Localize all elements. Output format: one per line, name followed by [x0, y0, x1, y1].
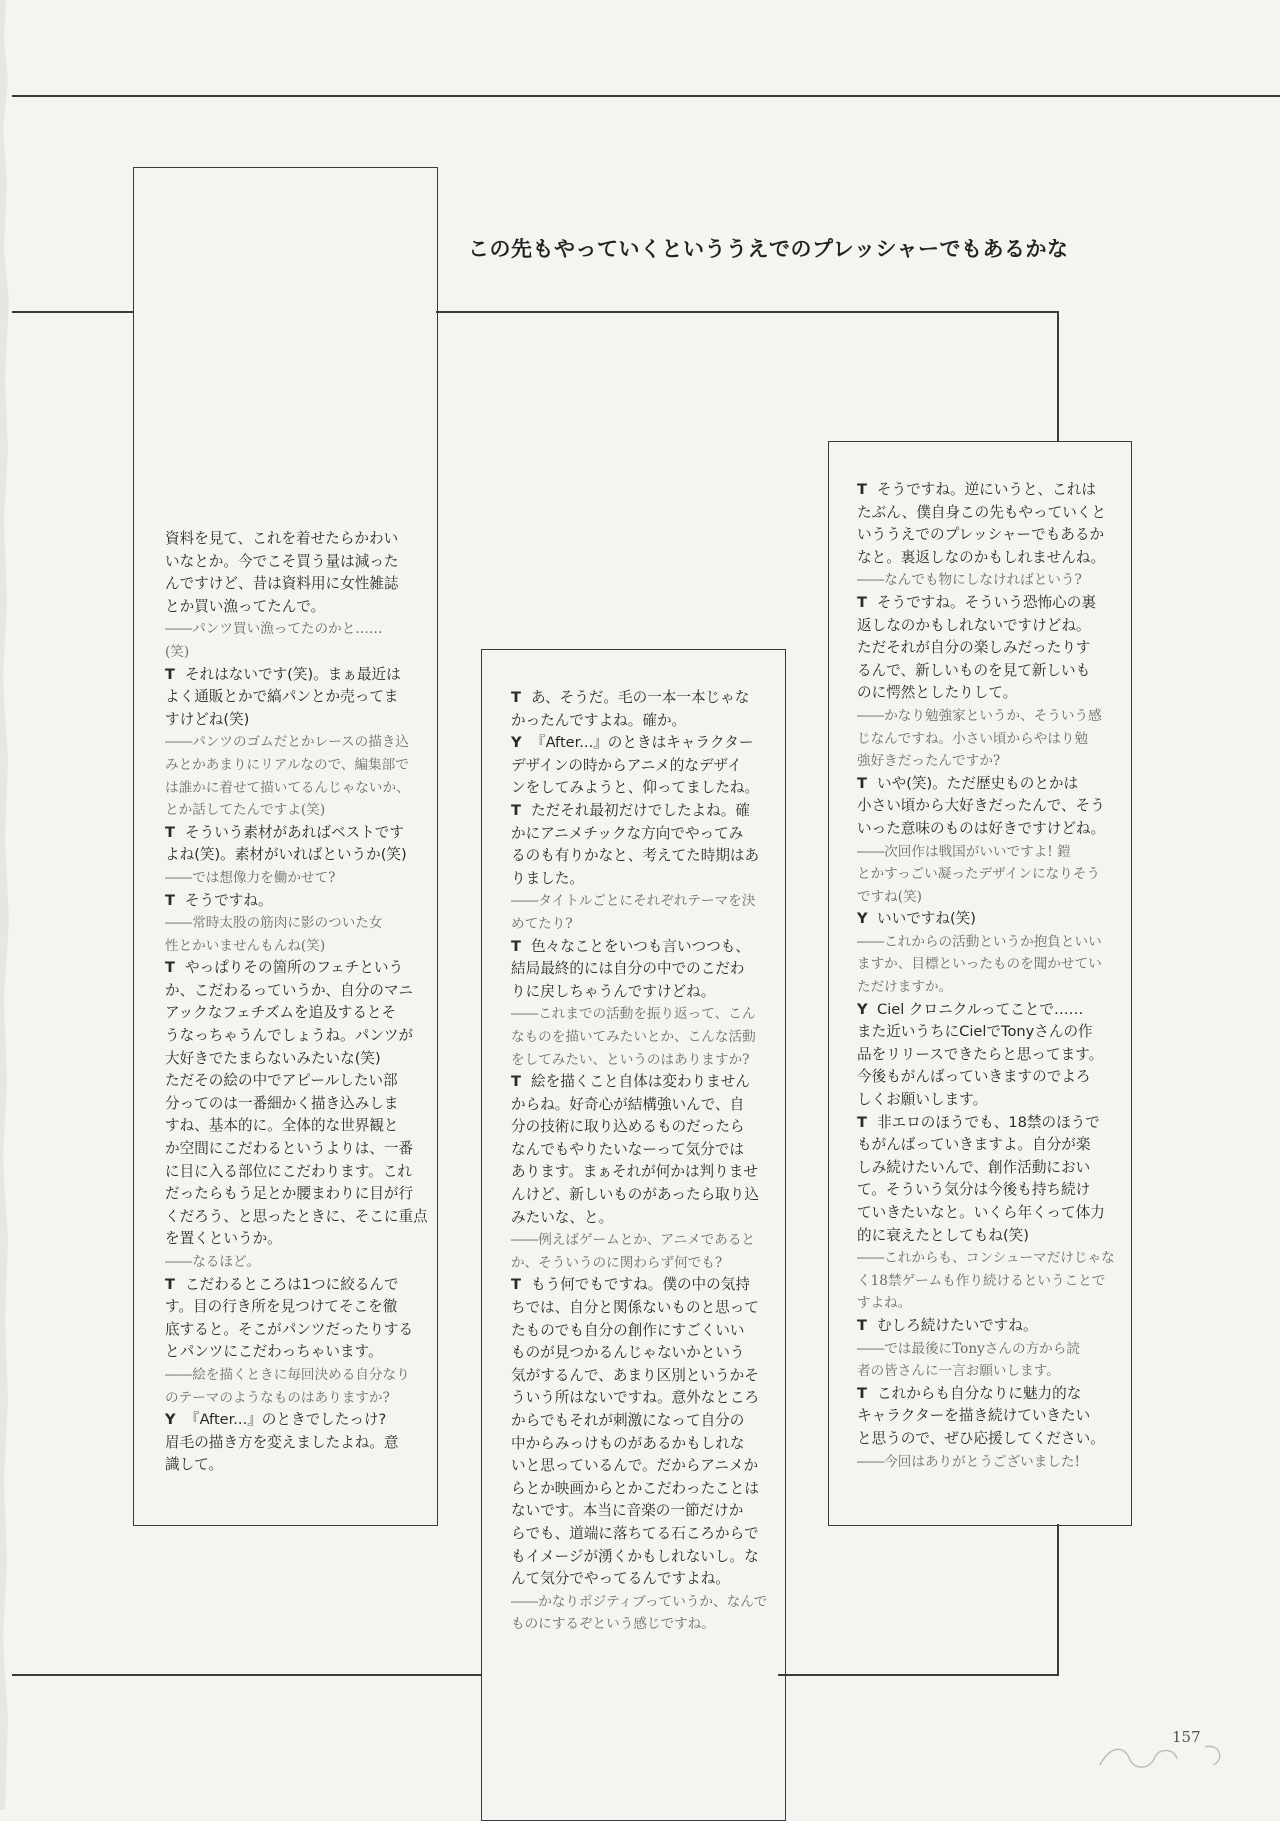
line-text: るんで、新しいものを見て新しいも [857, 661, 1091, 679]
line-text: は誰かに着せて描いてるんじゃないか、 [165, 779, 410, 796]
interviewer-line [857, 1451, 1119, 1474]
answer-line [511, 1184, 773, 1207]
interviewer-line [857, 1360, 1119, 1383]
line-text: からね。好奇心が結構強いんで、自 [511, 1095, 745, 1113]
line-text: のに愕然としたりして。 [857, 684, 1018, 702]
answer-line [165, 1206, 428, 1229]
interviewer-line [511, 890, 773, 913]
line-text: そうですね。そういう恐怖心の裏 [877, 593, 1096, 611]
answer-line [857, 795, 1119, 818]
interviewer-line [165, 912, 425, 935]
answer-line [857, 1405, 1119, 1428]
answer-line [165, 709, 425, 732]
answer-line [857, 1202, 1119, 1225]
answer-line [857, 615, 1119, 638]
interviewer-line [857, 886, 1119, 909]
line-text: よく通販とかで縞パンとか売ってま [165, 688, 399, 706]
line-text: いううえでのプレッシャーでもあるか [857, 526, 1105, 544]
line-text: Ciel クロニクルってことで…… [877, 1000, 1084, 1018]
line-text: すね、基本的に。全体的な世界観と [165, 1117, 399, 1135]
interviewer-line [165, 935, 425, 958]
line-text: ただそれが自分の楽しみだったりす [857, 639, 1091, 657]
line-text: らとか映画からとかこだわったことは [511, 1479, 759, 1497]
interviewer-line [511, 1591, 773, 1614]
line-text: 気がするんで、あまり区別というかそ [511, 1366, 759, 1384]
speaker-label: T [165, 665, 175, 683]
line-text: ないです。本当に音楽の一節だけか [511, 1502, 744, 1520]
line-text: 絵を描くこと自体は変わりません [531, 1073, 750, 1091]
line-text: ――絵を描くときに毎回決める自分なり [165, 1366, 410, 1383]
line-text: ――かなりポジティブっていうか、なんで [511, 1593, 768, 1610]
mid-rule-right [436, 311, 1058, 313]
answer-line [857, 502, 1119, 525]
line-text: ただその絵の中でアピールしたい部 [165, 1072, 398, 1090]
line-text: とかすっごい凝ったデザインになりそう [857, 866, 1100, 883]
answer-line [165, 1002, 425, 1025]
line-text: ものが見つかるんじゃないかという [511, 1344, 745, 1362]
interviewer-line [857, 1247, 1119, 1270]
line-text: いや(笑)。ただ歴史ものとかは [877, 774, 1079, 792]
answer-line [857, 479, 1119, 502]
answer-line [165, 1274, 425, 1297]
answer-line [165, 1454, 425, 1477]
interviewer-line [511, 1252, 773, 1275]
line-text: か、こだわるっていうか、自分のマニ [165, 981, 414, 999]
mid-rule-vertical [1057, 311, 1059, 441]
interviewer-line [857, 1270, 1119, 1293]
answer-line [165, 1319, 425, 1342]
line-text: デザインの時からアニメ的なデザイ [511, 756, 742, 774]
answer-line [511, 1071, 773, 1094]
answer-line [165, 1093, 425, 1116]
interviewer-line [857, 863, 1119, 886]
answer-line [511, 1410, 773, 1433]
bottom-rule-vertical [1057, 1524, 1059, 1675]
answer-line [165, 890, 425, 913]
speaker-label: T [857, 593, 867, 611]
interview-column-3 [857, 479, 1119, 1473]
line-text: そうですね。逆にいうと、これは [877, 481, 1096, 498]
line-text: からでもそれが刺激になって自分の [511, 1412, 745, 1429]
answer-line [857, 547, 1119, 570]
line-text: もがんばっていきますよ。自分が楽 [857, 1136, 1091, 1154]
answer-line [165, 686, 425, 709]
interviewer-line [857, 569, 1119, 592]
answer-line [857, 1021, 1119, 1044]
speaker-label: Y [511, 734, 522, 752]
line-text: それはないです(笑)。まぁ最近は [185, 665, 401, 683]
line-text: みとかあまりにリアルなので、編集部で [165, 756, 409, 773]
line-text: 強好きだったんですか? [857, 753, 1001, 770]
interviewer-line [511, 913, 773, 936]
line-text: らでも、道端に落ちてる石ころからで [511, 1524, 759, 1542]
bottom-rule-left [12, 1674, 481, 1676]
line-text: よね(笑)。素材がいればというか(笑) [165, 846, 407, 864]
line-text: をしてみたい、というのはありますか? [511, 1051, 750, 1068]
answer-line [857, 1044, 1119, 1067]
speaker-label: T [511, 689, 521, 706]
answer-line [857, 1089, 1119, 1112]
answer-line [511, 1161, 773, 1184]
line-text: ものにするぞという感じですね。 [511, 1616, 715, 1633]
line-text: 分の技術に取り込めるものだったら [511, 1118, 745, 1136]
answer-line [511, 868, 773, 891]
interview-column-1 [165, 528, 428, 1477]
perforated-edge [0, 0, 14, 1810]
answer-line [165, 664, 425, 687]
line-text: 分ってのは一番細かく描き込みしま [165, 1094, 399, 1112]
answer-line [511, 777, 773, 800]
line-text: りました。 [511, 869, 584, 887]
interviewer-line [857, 931, 1119, 954]
line-text: じなんですね。小さい頃からやはり勉 [857, 730, 1089, 747]
interviewer-line [857, 953, 1119, 976]
line-text: ――今回はありがとうございました! [857, 1453, 1080, 1470]
line-text: とか買い漁ってたんで。 [165, 597, 326, 615]
line-text: いいですね(笑) [877, 910, 976, 928]
answer-line [511, 1568, 773, 1591]
line-text: くだろう、と思ったときに、そこに重点 [165, 1207, 428, 1225]
answer-line [165, 1432, 425, 1455]
answer-line [511, 1116, 773, 1139]
line-text: かにアニメチックな方向でやってみ [511, 824, 744, 842]
answer-line [857, 1225, 1119, 1248]
line-text: ――これからも、コンシューマだけじゃな [857, 1250, 1115, 1267]
answer-line [857, 1066, 1119, 1089]
answer-line [857, 1157, 1119, 1180]
answer-line [165, 596, 425, 619]
speaker-label: T [857, 1113, 867, 1131]
speaker-label: T [511, 1276, 521, 1294]
line-text: く18禁ゲームも作り続けるということで [857, 1272, 1106, 1289]
speaker-label: T [165, 959, 175, 977]
speaker-label: Y [165, 1411, 176, 1429]
line-text: す。目の行き所を見つけてそこを徹 [165, 1298, 398, 1316]
line-text: たものでも自分の創作にすごくいい [511, 1321, 745, 1339]
line-text: ――なんでも物にしなければという? [857, 572, 1082, 589]
answer-line [165, 1048, 425, 1071]
line-text: 『After...』のときでしたっけ? [185, 1411, 387, 1429]
line-text: 眉毛の描き方を変えましたよね。意 [165, 1433, 399, 1451]
line-text: 『After...』のときはキャラクター [531, 734, 754, 752]
interviewer-line [857, 841, 1119, 864]
line-text: ――かなり勉強家というか、そういう感 [857, 707, 1102, 724]
speaker-label: T [857, 1316, 867, 1334]
line-text: ――タイトルごとにそれぞれテーマを決 [511, 893, 756, 910]
speaker-label: Y [857, 910, 868, 928]
line-text: 資料を見て、これを着せたらかわい [165, 530, 399, 547]
answer-line [511, 1094, 773, 1117]
line-text: かったんですよね。確か。 [511, 711, 687, 729]
answer-line [511, 1500, 773, 1523]
line-text: ますか、目標といったものを聞かせてい [857, 956, 1102, 973]
answer-line [511, 958, 773, 981]
mid-rule-left [12, 311, 133, 313]
answer-line [511, 1139, 773, 1162]
interviewer-line [511, 1026, 773, 1049]
bottom-rule-right [778, 1674, 1059, 1676]
answer-line [857, 1383, 1119, 1406]
answer-line [511, 800, 773, 823]
article-heading: この先もやっていくといううえでのプレッシャーでもあるかな [468, 237, 1069, 261]
line-text: んけど、新しいものがあったら取り込 [511, 1186, 759, 1204]
line-text: ――これまでの活動を振り返って、こん [511, 1006, 756, 1023]
interviewer-line [511, 1049, 773, 1072]
line-text: 者の皆さんに一言お願いします。 [857, 1363, 1060, 1380]
answer-line [511, 1387, 773, 1410]
answer-line [511, 1455, 773, 1478]
answer-line [857, 1428, 1119, 1451]
line-text: か空間にこだわるというよりは、一番 [165, 1140, 414, 1158]
line-text: ですね(笑) [857, 888, 922, 905]
answer-line [165, 1070, 425, 1093]
answer-line [511, 1478, 773, 1501]
line-text: キャラクターを描き続けていきたい [857, 1407, 1091, 1425]
line-text: たぶん、僕自身この先もやっていくと [857, 503, 1106, 521]
line-text: とか話してたんですよ(笑) [165, 802, 326, 819]
speaker-label: T [165, 891, 175, 909]
answer-line [165, 1228, 425, 1251]
interviewer-line [857, 705, 1119, 728]
line-text: 結局最終的には自分の中でのこだわ [511, 960, 745, 978]
page-ornament [1095, 1735, 1235, 1775]
line-text: ――パンツ買い漁ってたのかと…… [165, 621, 383, 638]
line-text: ――パンツのゴムだとかレースの描き込 [165, 734, 410, 751]
line-text: いった意味のものは好きですけどね。 [857, 819, 1106, 837]
interviewer-line [165, 777, 425, 800]
answer-line [857, 660, 1119, 683]
answer-line [511, 755, 773, 778]
answer-line [511, 1297, 773, 1320]
speaker-label: T [857, 774, 867, 792]
line-text: んて気分でやってるんですよね。 [511, 1570, 730, 1588]
interviewer-line [857, 976, 1119, 999]
answer-line [511, 981, 773, 1004]
line-text: ――例えばゲームとか、アニメであると [511, 1232, 756, 1249]
line-text: に目に入る部位にこだわります。これ [165, 1162, 412, 1180]
line-text: か、そういうのに関わらず何でも? [511, 1254, 723, 1271]
line-text: ていきたいなと。いくら年くって体力 [857, 1204, 1105, 1221]
answer-line [165, 1161, 425, 1184]
line-text: そういう素材があればベストです [185, 823, 404, 841]
answer-line [511, 710, 773, 733]
answer-line [511, 936, 773, 959]
line-text: ――次回作は戦国がいいですよ! 鎧 [857, 843, 1071, 860]
answer-line [165, 1296, 425, 1319]
line-text: また近いうちにCielでTonyさんの作 [857, 1023, 1093, 1041]
speaker-label: T [511, 801, 521, 819]
speaker-label: T [857, 481, 867, 498]
line-text: なものを描いてみたいとか、こんな活動 [511, 1028, 756, 1045]
line-text: アックなフェチズムを追及するとそ [165, 1004, 397, 1022]
line-text: 色々なことをいつも言いつつも、 [531, 937, 750, 955]
answer-line [857, 908, 1119, 931]
line-text: るのも有りかなと、考えてた時期はあ [511, 847, 760, 865]
interviewer-line [511, 1229, 773, 1252]
answer-line [165, 980, 425, 1003]
interviewer-line [165, 1387, 425, 1410]
line-text: んですけど、昔は資料用に女性雑誌 [165, 575, 399, 593]
line-text: 品をリリースできたらと思ってます。 [857, 1045, 1104, 1063]
interviewer-line [511, 1613, 773, 1636]
line-text: しくお願いします。 [857, 1091, 988, 1109]
line-text: ――これからの活動というか抱負といい [857, 933, 1102, 950]
line-text: とパンツにこだわっちゃいます。 [165, 1343, 383, 1361]
line-text: うなっちゃうんでしょうね。パンツが [165, 1027, 414, 1045]
speaker-label: Y [857, 1000, 868, 1018]
line-text: すよね。 [857, 1295, 912, 1312]
interviewer-line [165, 754, 425, 777]
interviewer-line [165, 1364, 425, 1387]
speaker-label: T [165, 1275, 175, 1293]
answer-line [511, 1365, 773, 1388]
line-text: ういう所はないですね。意外なところ [511, 1389, 760, 1407]
speaker-label: T [165, 823, 175, 841]
answer-line [857, 818, 1119, 841]
answer-line [857, 524, 1119, 547]
answer-line [165, 1183, 425, 1206]
line-text: ――常時太股の筋肉に影のついた女 [165, 915, 383, 932]
line-text: ――では想像力を働かせて? [165, 869, 336, 886]
interviewer-line [165, 867, 425, 890]
interviewer-line [165, 731, 425, 754]
speaker-label: T [511, 937, 521, 955]
answer-line [165, 1409, 425, 1432]
answer-line [511, 845, 773, 868]
answer-line [165, 957, 425, 980]
line-text: いと思っているんで。だからアニメか [511, 1457, 759, 1475]
interviewer-line [857, 1338, 1119, 1361]
line-text: だったらもう足とか腰まわりに目が行 [165, 1185, 414, 1203]
answer-line [857, 999, 1119, 1022]
interviewer-line [165, 641, 425, 664]
line-text: すけどね(笑) [165, 710, 250, 728]
line-text: ――なるほど。 [165, 1254, 261, 1270]
line-text: 底すると。そこがパンツだったりする [165, 1320, 414, 1338]
line-text: 非エロのほうでも、18禁のほうで [877, 1113, 1100, 1131]
line-text: むしろ続けたいですね。 [877, 1316, 1038, 1334]
answer-line [165, 1341, 425, 1364]
answer-line [857, 682, 1119, 705]
line-text: ちでは、自分と関係ないものと思って [511, 1299, 759, 1317]
speaker-label: T [857, 1384, 867, 1402]
line-text: いなとか。今でこそ買う量は減った [165, 552, 399, 570]
interviewer-line [165, 1251, 425, 1274]
line-text: と思うので、ぜひ応援してください。 [857, 1429, 1105, 1447]
line-text: ただそれ最初だけでしたよね。確 [531, 801, 750, 819]
line-text: そうですね。 [185, 891, 273, 909]
speaker-label: T [511, 1073, 521, 1091]
line-text: こだわるところは1つに絞るんで [185, 1275, 399, 1293]
answer-line [511, 687, 773, 710]
page-number: 157 [1172, 1728, 1201, 1746]
answer-line [511, 1433, 773, 1456]
line-text: 返しなのかもしれないですけどね。 [857, 616, 1091, 634]
answer-line [511, 732, 773, 755]
answer-line [857, 1179, 1119, 1202]
answer-line [511, 1207, 773, 1230]
line-text: (笑) [165, 643, 190, 660]
line-text: 識して。 [165, 1456, 224, 1474]
answer-line [857, 1112, 1119, 1135]
answer-line [511, 1274, 773, 1297]
answer-line [165, 822, 425, 845]
line-text: やっぱりその箇所のフェチという [185, 959, 404, 977]
answer-line [511, 1546, 773, 1569]
line-text: 小さい頃から大好きだったんで、そう [857, 797, 1105, 815]
answer-line [165, 1138, 425, 1161]
answer-line [511, 1342, 773, 1365]
line-text: を置くというか。 [165, 1230, 282, 1248]
line-text: これからも自分なりに魅力的な [877, 1384, 1082, 1402]
line-text: りに戻しちゃうんですけどね。 [511, 982, 716, 1000]
answer-line [857, 1315, 1119, 1338]
line-text: なんでもやりたいなーって気分では [511, 1140, 744, 1158]
line-text: 今後もがんばっていきますのでよろ [857, 1068, 1091, 1086]
answer-line [857, 637, 1119, 660]
line-text: ンをしてみようと、仰ってましたね。 [511, 779, 760, 797]
answer-line [165, 573, 425, 596]
interviewer-line [857, 1292, 1119, 1315]
answer-line [165, 1115, 425, 1138]
answer-line [165, 844, 425, 867]
answer-line [857, 592, 1119, 615]
line-text: のテーマのようなものはありますか? [165, 1389, 390, 1406]
line-text: もう何でもですね。僕の中の気持 [531, 1276, 750, 1294]
line-text: て。そういう気分は今後も持ち続け [857, 1181, 1091, 1199]
interviewer-line [165, 618, 425, 641]
line-text: もイメージが湧くかもしれないし。な [511, 1547, 759, 1565]
line-text: 的に衰えたとしてもね(笑) [857, 1226, 1029, 1244]
line-text: 大好きでたまらないみたいな(笑) [165, 1049, 381, 1067]
line-text: あります。まぁそれが何かは判りませ [511, 1163, 758, 1181]
answer-line [511, 1320, 773, 1343]
interviewer-line [165, 799, 425, 822]
line-text: あ、そうだ。毛の一本一本じゃな [531, 689, 750, 706]
line-text: なと。裏返しなのかもしれませんね。 [857, 548, 1106, 566]
answer-line [511, 1523, 773, 1546]
top-rule [12, 95, 1280, 97]
interview-column-2 [511, 687, 773, 1636]
line-text: 中からみっけものがあるかもしれな [511, 1434, 745, 1452]
interviewer-line [857, 750, 1119, 773]
answer-line [857, 1134, 1119, 1157]
line-text: ――では最後にTonyさんの方から読 [857, 1340, 1080, 1357]
line-text: みたいな、と。 [511, 1208, 614, 1226]
line-text: 性とかいませんもんね(笑) [165, 937, 326, 954]
answer-line [165, 1025, 425, 1048]
line-text: しみ続けたいんで、創作活動におい [857, 1158, 1091, 1176]
answer-line [165, 551, 425, 574]
line-text: ただけますか。 [857, 979, 953, 996]
answer-line [857, 773, 1119, 796]
line-text: めてたり? [511, 915, 573, 932]
interviewer-line [511, 1003, 773, 1026]
answer-line [165, 528, 425, 551]
answer-line [511, 823, 773, 846]
interviewer-line [857, 728, 1119, 751]
